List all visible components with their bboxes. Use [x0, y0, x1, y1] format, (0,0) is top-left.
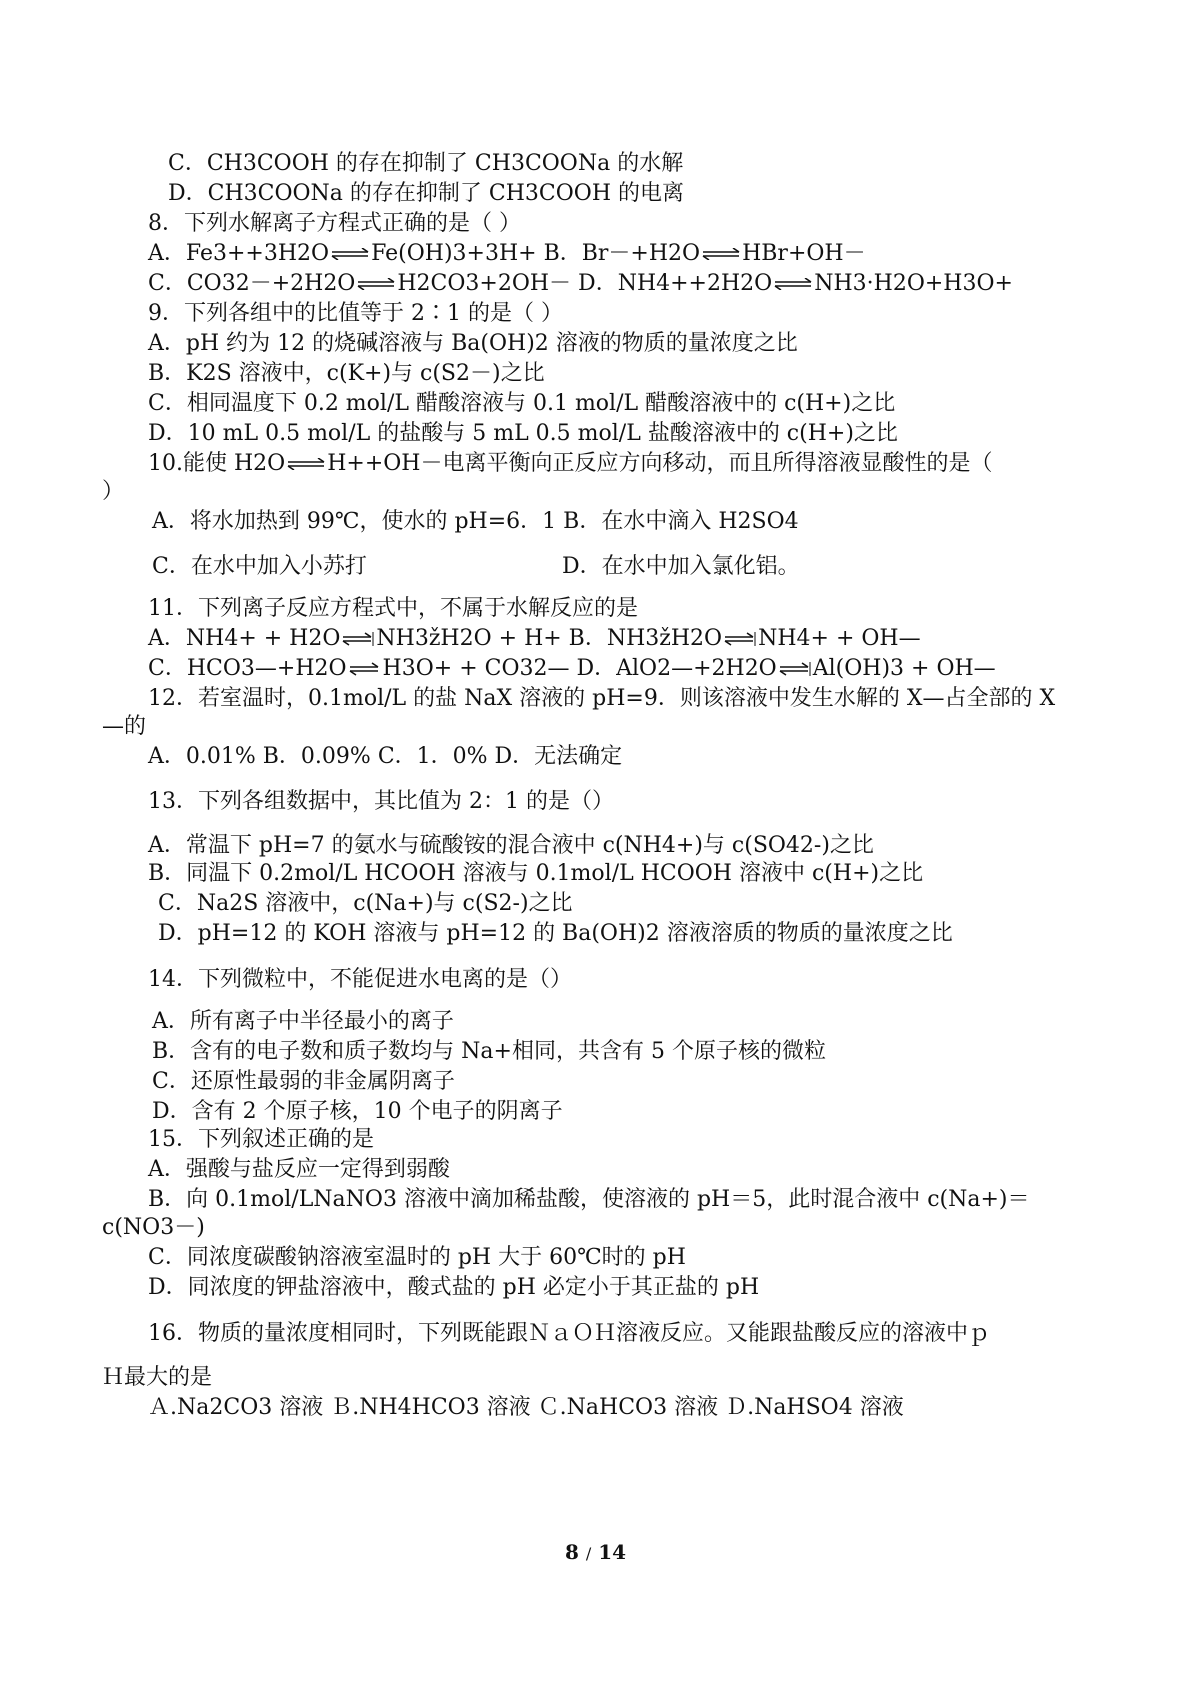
text: Al(OH)3 + OH— — [812, 656, 996, 681]
text: D．同浓度的钾盐溶液中，酸式盐的 pH 必定小于其正盐的 pH — [148, 1275, 760, 1300]
q14-option-d — [152, 1098, 563, 1126]
text: 10.能使 H2O — [148, 451, 286, 476]
question-9 — [148, 300, 563, 328]
q13-option-b — [148, 860, 923, 888]
text: NH4+ + OH— — [758, 626, 921, 651]
text: 13．下列各组数据中，其比值为 2：1 的是（） — [148, 789, 614, 814]
q14-option-a — [152, 1008, 454, 1036]
q13-option-d — [158, 920, 953, 948]
text: C．在水中加入小苏打 — [152, 554, 367, 579]
q15-option-b-cont — [102, 1214, 205, 1242]
q10-options-ab — [152, 508, 799, 536]
question-11 — [148, 595, 638, 623]
text: ） — [102, 479, 125, 504]
text: B．含有的电子数和质子数均与 Na+相同，共含有 5 个原子核的微粒 — [152, 1039, 826, 1064]
text: NH3·H2O+H3O+ — [814, 271, 1013, 296]
question-8 — [148, 210, 521, 238]
text: H2CO3+2OH－ D．NH4++2H2O — [397, 271, 773, 296]
text: 15．下列叙述正确的是 — [148, 1127, 374, 1152]
q14-option-b — [152, 1038, 826, 1066]
text: H++OH－电离平衡向正反应方向移动，而且所得溶液显酸性的是（ — [327, 451, 993, 476]
text: A．强酸与盐反应一定得到弱酸 — [148, 1157, 450, 1182]
q13-option-c — [158, 890, 573, 918]
text: D．pH=12 的 KOH 溶液与 pH=12 的 Ba(OH)2 溶液溶质的物质的量浓度之比 — [158, 921, 953, 946]
text: B．同温下 0.2mol/L HCOOH 溶液与 0.1mol/L HCOOH 溶液中 c(H+)之比 — [148, 861, 924, 886]
question-13 — [148, 788, 614, 816]
text: 12．若室温时，0.1mol/L 的盐 NaX 溶液的 pH=9．则该溶液中发生水解的 X—占全部的 X — [148, 686, 1056, 711]
question-12 — [148, 685, 1055, 713]
text: A．0.01% B．0.09% C．1．0% D．无法确定 — [148, 744, 623, 769]
q15-option-c — [148, 1244, 686, 1272]
text: D．含有 2 个原子核，10 个电子的阴离子 — [152, 1099, 563, 1124]
q9-option-c — [148, 390, 895, 418]
text: 8．下列水解离子方程式正确的是（ ） — [148, 211, 521, 236]
text: A．所有离子中半径最小的离子 — [152, 1009, 454, 1034]
text: D．CH3COONa 的存在抑制了 CH3COOH 的电离 — [168, 181, 685, 206]
text: c(NO3－) — [102, 1215, 205, 1240]
line-d-ch3coona — [168, 180, 684, 208]
q14-option-c — [152, 1068, 455, 1096]
q11-options-ab — [148, 625, 921, 653]
q15-option-b — [148, 1186, 1030, 1214]
q11-options-cd — [148, 655, 996, 683]
equilibrium-arrow-icon — [330, 248, 370, 260]
text: C．相同温度下 0.2 mol/L 醋酸溶液与 0.1 mol/L 醋酸溶液中的 c(H+)之比 — [148, 391, 896, 416]
text: 16．物质的量浓度相同时，下列既能跟ＮａＯＨ溶液反应。又能跟盐酸反应的溶液中ｐ — [148, 1321, 990, 1346]
text: C．CH3COOH 的存在抑制了 CH3COONa 的水解 — [168, 151, 684, 176]
q9-option-b — [148, 360, 545, 388]
text: 9．下列各组中的比值等于 2∶1 的是（ ） — [148, 301, 563, 326]
text: 14．下列微粒中，不能促进水电离的是（） — [148, 967, 572, 992]
page-number — [0, 1540, 1191, 1564]
text: HBr+OH－ — [742, 241, 866, 266]
question-10 — [148, 450, 992, 478]
equilibrium-arrow-icon — [773, 278, 813, 290]
text: Ａ.Na2CO3 溶液 Ｂ.NH4HCO3 溶液 Ｃ.NaHCO3 溶液 Ｄ.NaHSO4 溶液 — [148, 1395, 904, 1420]
q16-options — [148, 1394, 904, 1422]
text: C．HCO3—+H2O — [148, 656, 347, 681]
equilibrium-arrow-icon — [286, 458, 326, 470]
q9-option-d — [148, 420, 898, 448]
q8-options-ab — [148, 240, 866, 268]
equilibrium-arrow-icon — [723, 632, 757, 646]
q10-option-d — [562, 553, 800, 581]
question-16 — [148, 1320, 990, 1348]
question-15 — [148, 1126, 374, 1154]
text: A．NH4+ + H2O — [148, 626, 341, 651]
text: D．10 mL 0.5 mol/L 的盐酸与 5 mL 0.5 mol/L 盐酸溶液中的 c(H+)之比 — [148, 421, 898, 446]
text: A．将水加热到 99℃，使水的 pH=6．1 B．在水中滴入 H2SO4 — [152, 509, 799, 534]
q8-options-cd — [148, 270, 1013, 298]
q9-option-a — [148, 330, 798, 358]
text: B．K2S 溶液中，c(K+)与 c(S2－)之比 — [148, 361, 545, 386]
equilibrium-arrow-icon — [701, 248, 741, 260]
text: —的 — [102, 714, 147, 739]
text: Fe(OH)3+3H+ B．Br－+H2O — [371, 241, 701, 266]
q12-options — [148, 743, 622, 771]
line-c-ch3cooh — [168, 150, 683, 178]
text: A．pH 约为 12 的烧碱溶液与 Ba(OH)2 溶液的物质的量浓度之比 — [148, 331, 798, 356]
text: C．CO32－+2H2O — [148, 271, 356, 296]
equilibrium-arrow-icon — [348, 662, 382, 676]
equilibrium-arrow-icon — [356, 278, 396, 290]
question-16-cont — [102, 1364, 212, 1392]
text: A．常温下 pH=7 的氨水与硫酸铵的混合液中 c(NH4+)与 c(SO42-)之比 — [148, 833, 874, 858]
current-page: 8 — [564, 1540, 579, 1564]
text: C．还原性最弱的非金属阴离子 — [152, 1069, 455, 1094]
equilibrium-arrow-icon — [778, 662, 812, 676]
page-separator: / — [585, 1544, 592, 1563]
equilibrium-arrow-icon — [341, 632, 375, 646]
q13-option-a — [148, 832, 874, 860]
question-12-cont — [102, 713, 146, 741]
text: Ｈ最大的是 — [102, 1365, 213, 1390]
text: H3O+ + CO32— D．AlO2—+2H2O — [382, 656, 777, 681]
q15-option-d — [148, 1274, 759, 1302]
question-14 — [148, 966, 572, 994]
text: D．在水中加入氯化铝。 — [562, 554, 800, 579]
total-pages: 14 — [598, 1540, 627, 1564]
q15-option-a — [148, 1156, 450, 1184]
q10-option-c — [152, 553, 367, 581]
text: A．Fe3++3H2O — [148, 241, 330, 266]
text: B．向 0.1mol/LNaNO3 溶液中滴加稀盐酸，使溶液的 pH＝5，此时混合液中 c(Na+)＝ — [148, 1187, 1030, 1212]
text: C．Na2S 溶液中，c(Na+)与 c(S2-)之比 — [158, 891, 573, 916]
text: C．同浓度碳酸钠溶液室温时的 pH 大于 60℃时的 pH — [148, 1245, 686, 1270]
text: NH3žH2O + H+ B．NH3žH2O — [376, 626, 723, 651]
text: 11．下列离子反应方程式中，不属于水解反应的是 — [148, 596, 638, 621]
question-10-cont — [102, 478, 124, 506]
